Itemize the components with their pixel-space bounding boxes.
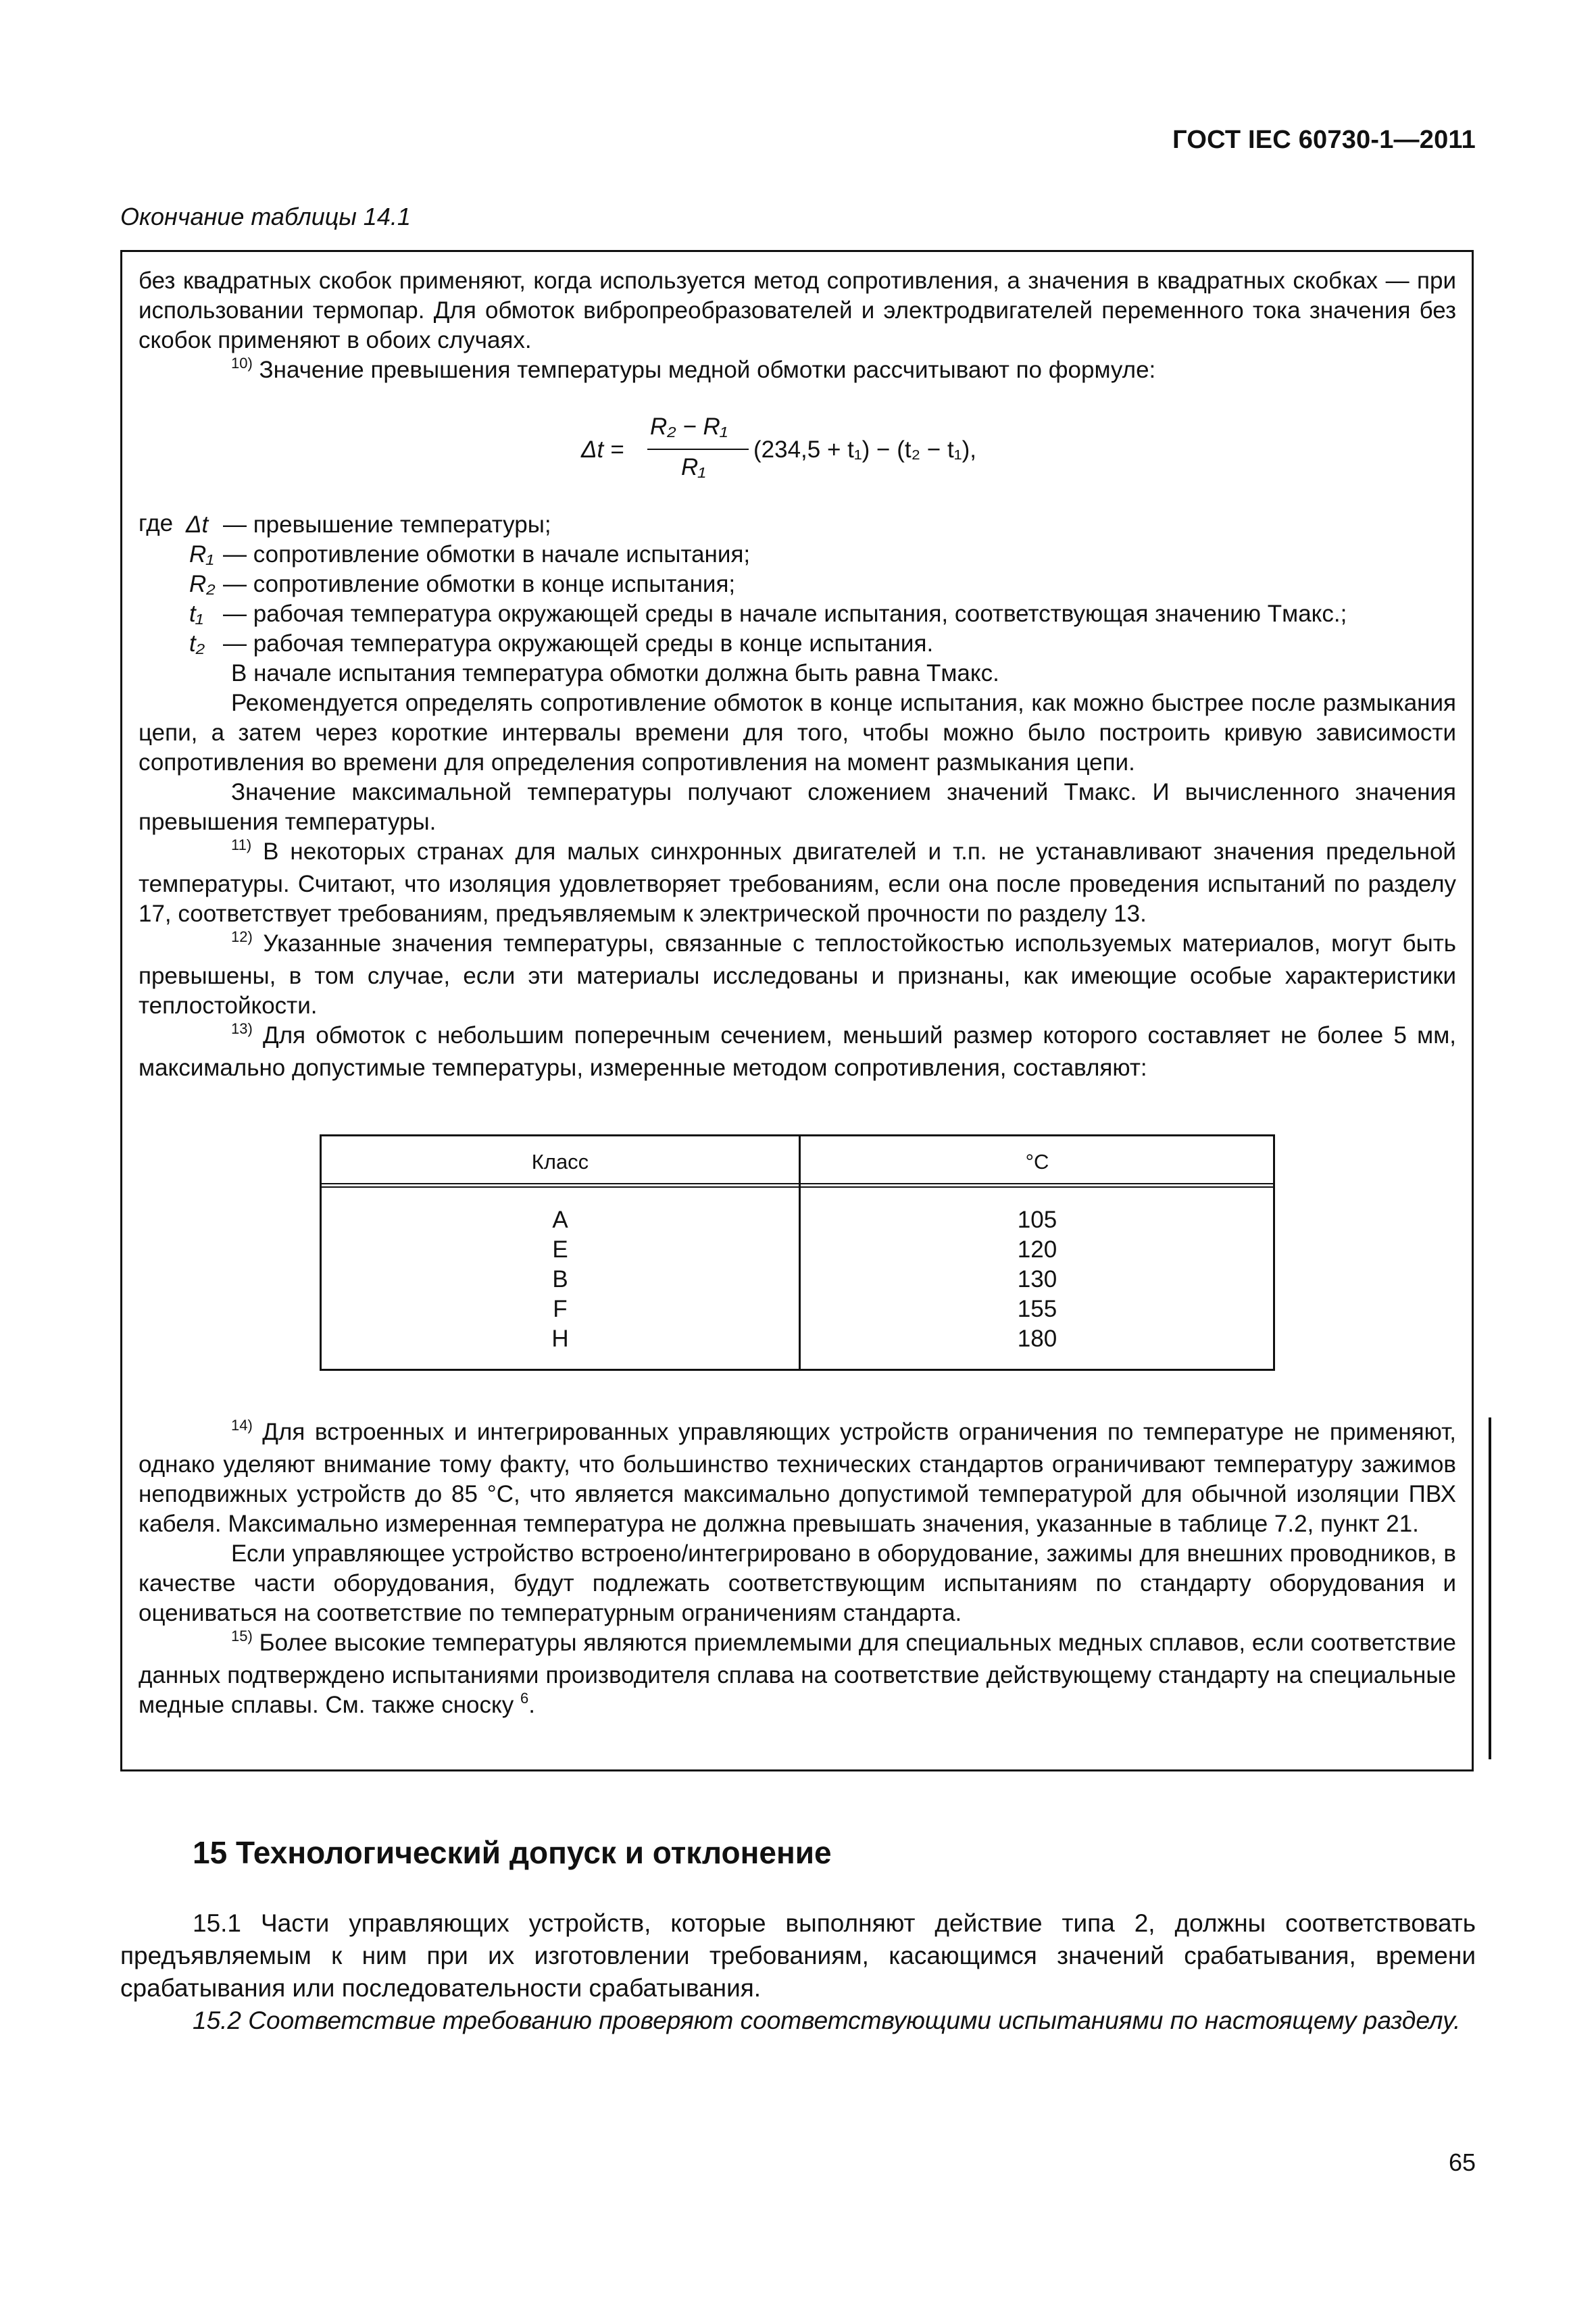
table-header-row — [322, 1136, 1273, 1188]
note-15-text: Более высокие температуры являются приемлемыми для специальных медных сплавов, если соответствие данных подтверждено испытаниями производителя сплава на соответствие действующему стандарту на специальные медные сплавы. См. также сноску — [139, 1630, 1456, 1718]
paragraph-builtin: Если управляющее устройство встроено/интегрировано в оборудование, зажимы для внешних проводников, в качестве части оборудования, будут подлежать соответствующим испытаниям по стандарту оборудования и оцениваться на соответствие по температурным ограничениям стандарта. — [139, 1540, 1456, 1626]
header-class: Класс — [531, 1150, 589, 1174]
table-cell-temperature: 105 — [1017, 1207, 1057, 1233]
table-cell-temperature: 120 — [1017, 1236, 1057, 1263]
temperature-column — [801, 1205, 1274, 1354]
header-temperature: °С — [1025, 1150, 1049, 1174]
table-cell-temperature: 130 — [1017, 1266, 1057, 1292]
formula-rhs: (234,5 + t₁) − (t₂ − t₁), — [753, 436, 976, 463]
note-14 — [139, 1417, 1456, 1539]
definition-symbol: R₂ — [189, 571, 216, 597]
clause-15-1: 15.1 Части управляющих устройств, которые выполняют действие типа 2, должны соответствовать предъявляемым к ним при их изготовлении требованиям, касающимся значений срабатывания, времени срабатывания или последовательности срабатывания. — [120, 1909, 1476, 2002]
note-11-text: В некоторых странах для малых синхронных двигателей и т.п. не устанавливают значения предельной температуры. Считают, что изоляция удовлетворяет требованиям, если она после проведения испытаний по разделу 17, соответствует требованиям, предъявляемым к электрической прочности по разделу 13. — [139, 838, 1456, 927]
note-10-text: Значение превышения температуры медной обмотки рассчитывают по формуле: — [259, 357, 1156, 383]
notes-tail-block — [139, 1417, 1456, 1723]
definition-item — [139, 599, 1456, 629]
table-cell-class: E — [552, 1236, 568, 1263]
note-12-marker: 12) — [231, 928, 253, 945]
note-10-marker: 10) — [231, 355, 253, 372]
clause-15-2: 15.2 Соответствие требованию проверяют соответствующими испытаниями по настоящему разделу. — [193, 2007, 1461, 2034]
definition-symbol: t₂ — [189, 630, 205, 657]
note-15-reference: 6 — [520, 1690, 529, 1707]
definition-text: — рабочая температура окружающей среды в начале испытания, соответствующая значению Tмакс.; — [223, 601, 1347, 627]
formula — [581, 413, 1054, 488]
table-cell-temperature: 180 — [1017, 1326, 1057, 1352]
note-14-text: Для встроенных и интегрированных управляющих устройств ограничения по температуре не применяют, однако уделяют внимание тому факту, что большинство технических стандартов ограничивают температуру зажимов неподвижных устройств до 85 °С, что является максимально допустимой температурой для обычной изоляции ПВХ кабеля. Максимально измеренная температура не должна превышать значения, указанные в таблице 7.2, пункт 21. — [139, 1419, 1456, 1537]
definition-item — [139, 510, 1456, 540]
where-label: где — [139, 510, 174, 536]
note-12-text: Указанные значения температуры, связанные с теплостойкостью используемых материалов, могут быть превышены, в том случае, если эти материалы исследованы и признаны, как имеющие особые характеристики теплостойкости. — [139, 930, 1456, 1019]
definition-text: — сопротивление обмотки в начале испытания; — [223, 541, 751, 568]
note-15-end: . — [528, 1692, 535, 1718]
notes-body-block — [139, 659, 1456, 1083]
fraction-bar — [647, 449, 749, 450]
note-15-marker: 15) — [231, 1628, 253, 1644]
definition-item — [139, 629, 1456, 659]
notes-intro-block — [139, 266, 1456, 388]
formula-lhs: Δt = — [581, 436, 624, 463]
table-cell-class: H — [551, 1326, 569, 1352]
section-15-body — [120, 1907, 1476, 2037]
definition-text: — превышение температуры; — [223, 511, 551, 538]
formula-numerator: R₂ − R₁ — [650, 413, 728, 440]
document-header: ГОСТ IEC 60730-1—2011 — [1172, 126, 1476, 154]
note-11 — [139, 837, 1456, 929]
formula-denominator: R₁ — [681, 454, 706, 480]
note-10 — [139, 355, 1456, 388]
notes-intro: без квадратных скобок применяют, когда используется метод сопротивления, а значения в квадратных скобках — при использовании термопар. Для обмоток вибропреобразователей и электродвигателей переменного тока значения без скобок применяют в обоих случаях. — [139, 268, 1456, 353]
table-cell-class: A — [552, 1207, 568, 1233]
paragraph-start-temp: В начале испытания температура обмотки должна быть равна Tмакс. — [231, 660, 999, 686]
table-cell-temperature: 155 — [1017, 1296, 1057, 1322]
note-15 — [139, 1628, 1456, 1723]
table-cell-class: F — [553, 1296, 568, 1322]
revision-bar — [1489, 1417, 1491, 1759]
paragraph-max-temp: Значение максимальной температуры получают сложением значений Tмакс. И вычисленного значения превышения температуры. — [139, 779, 1456, 835]
definition-text: — сопротивление обмотки в конце испытания; — [223, 571, 736, 597]
paragraph-recommend: Рекомендуется определять сопротивление обмоток в конце испытания, как можно быстрее после размыкания цепи, а затем через короткие интервалы времени для того, чтобы можно было построить кривую зависимости сопротивления во времени для определения сопротивления на момент размыкания цепи. — [139, 690, 1456, 776]
definition-item — [139, 540, 1456, 570]
note-12 — [139, 929, 1456, 1021]
table-cell-class: B — [552, 1266, 568, 1292]
note-13-text: Для обмоток с небольшим поперечным сечением, меньший размер которого составляет не более 5 мм, максимально допустимые температуры, измеренные методом сопротивления, составляют: — [139, 1022, 1456, 1081]
table-continuation-label: Окончание таблицы 14.1 — [120, 203, 411, 230]
definition-symbol: R₁ — [189, 541, 214, 568]
class-temperature-table — [320, 1134, 1275, 1371]
definitions-list — [139, 510, 1456, 659]
definition-symbol: t₁ — [189, 601, 203, 627]
note-13 — [139, 1021, 1456, 1083]
section-heading: 15 Технологический допуск и отклонение — [193, 1835, 832, 1870]
definition-item — [139, 570, 1456, 599]
note-11-marker: 11) — [231, 836, 252, 853]
definition-text: — рабочая температура окружающей среды в конце испытания. — [223, 630, 934, 657]
note-14-marker: 14) — [231, 1417, 253, 1434]
definition-symbol: Δt — [186, 511, 209, 538]
page-number: 65 — [1448, 2148, 1476, 2176]
class-column — [322, 1205, 799, 1354]
note-13-marker: 13) — [231, 1020, 253, 1037]
